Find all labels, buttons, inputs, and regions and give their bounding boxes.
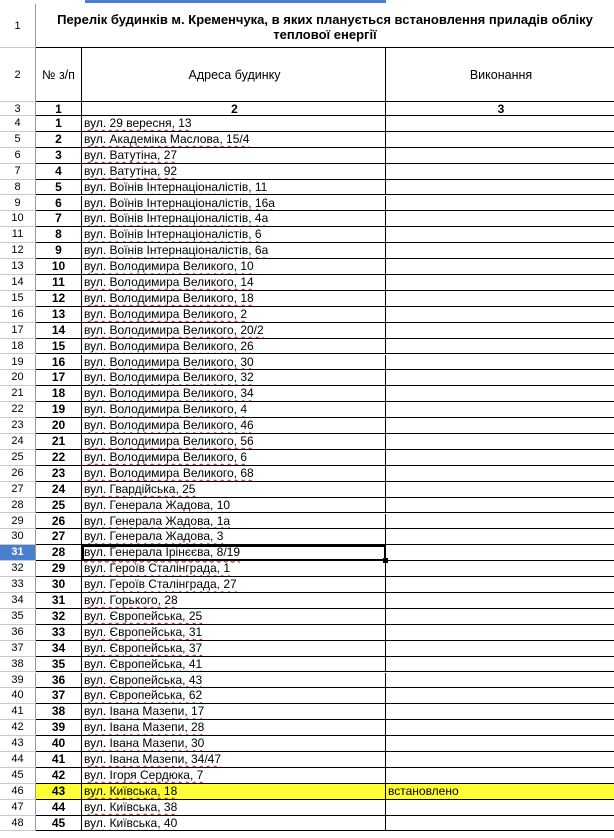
address-text: вул. Воїнів Інтернаціоналістів, 4а bbox=[84, 211, 269, 226]
cell-status[interactable] bbox=[386, 386, 614, 402]
address-text: вул. Івана Мазепи, 34/47 bbox=[84, 752, 222, 766]
row-header[interactable]: 23 bbox=[0, 418, 36, 434]
cell-address[interactable] bbox=[82, 673, 386, 689]
cell-number[interactable]: 14 bbox=[36, 323, 82, 339]
cell-number[interactable]: 23 bbox=[36, 466, 82, 482]
cell-address[interactable] bbox=[82, 736, 386, 752]
cell-address[interactable] bbox=[82, 148, 386, 164]
cell-status[interactable] bbox=[386, 688, 614, 704]
cell-address[interactable] bbox=[82, 275, 386, 291]
table-row bbox=[0, 593, 614, 609]
cell-number[interactable]: 38 bbox=[36, 704, 82, 720]
row-header[interactable]: 25 bbox=[0, 450, 36, 466]
cell-number[interactable]: 28 bbox=[36, 545, 82, 561]
header-number[interactable]: № з/п bbox=[36, 48, 82, 102]
row-header[interactable]: 33 bbox=[0, 577, 36, 593]
address-text: вул. Генерала Жадова, 10 bbox=[84, 497, 231, 512]
table-row bbox=[0, 148, 614, 164]
cell-number[interactable]: 13 bbox=[36, 307, 82, 323]
cell-number[interactable]: 9 bbox=[36, 243, 82, 259]
address-text: вул. Івана Мазепи, 30 bbox=[84, 736, 205, 751]
cell-address[interactable] bbox=[82, 323, 386, 339]
row-header[interactable]: 5 bbox=[0, 132, 36, 148]
cell-number[interactable]: 15 bbox=[36, 339, 82, 355]
cell-status[interactable]: встановлено bbox=[386, 784, 614, 800]
row-header[interactable]: 36 bbox=[0, 625, 36, 641]
cell-number[interactable]: 21 bbox=[36, 434, 82, 450]
address-text: вул. Івана Мазепи, 28 bbox=[84, 720, 205, 735]
table-row bbox=[0, 307, 614, 323]
address-text: вул. Володимира Великого, 20/2 bbox=[84, 322, 264, 337]
address-text: вул. Володимира Великого, 30 bbox=[84, 354, 254, 369]
table-row bbox=[0, 355, 614, 371]
cell-number[interactable]: 3 bbox=[36, 148, 82, 164]
cell-address[interactable] bbox=[82, 482, 386, 498]
header-address[interactable]: Адреса будинку bbox=[82, 48, 386, 102]
row-header[interactable]: 26 bbox=[0, 466, 36, 482]
cell-number[interactable]: 2 bbox=[36, 132, 82, 148]
cell-address[interactable] bbox=[82, 227, 386, 243]
row-header[interactable]: 7 bbox=[0, 164, 36, 180]
cell-address[interactable] bbox=[82, 577, 386, 593]
address-text: вул. 29 вересня, 13 bbox=[84, 116, 192, 130]
cell-address[interactable] bbox=[82, 355, 386, 371]
address-text: вул. Володимира Великого, 4 bbox=[84, 402, 247, 417]
cell-address[interactable] bbox=[82, 784, 386, 800]
row-header[interactable]: 19 bbox=[0, 355, 36, 371]
row-header[interactable]: 37 bbox=[0, 641, 36, 657]
cell-status[interactable] bbox=[386, 339, 614, 355]
cell-number[interactable]: 41 bbox=[36, 752, 82, 768]
table-row bbox=[0, 466, 614, 482]
table-row bbox=[0, 434, 614, 450]
cell-status[interactable] bbox=[386, 673, 614, 689]
cell-status[interactable] bbox=[386, 800, 614, 816]
cell-number[interactable]: 19 bbox=[36, 402, 82, 418]
cell-address[interactable] bbox=[82, 641, 386, 657]
row-header[interactable]: 35 bbox=[0, 609, 36, 625]
cell-address[interactable] bbox=[82, 752, 386, 768]
cell-number[interactable]: 11 bbox=[36, 275, 82, 291]
cell-number[interactable]: 4 bbox=[36, 164, 82, 180]
row-header[interactable]: 12 bbox=[0, 243, 36, 259]
address-text: вул. Володимира Великого, 56 bbox=[84, 434, 254, 448]
address-text: вул. Володимира Великого, 2 bbox=[84, 306, 247, 321]
cell-status[interactable] bbox=[386, 625, 614, 641]
cell-number[interactable]: 32 bbox=[36, 609, 82, 625]
cell-address[interactable] bbox=[82, 545, 386, 561]
address-text: вул. Ігоря Сердюка, 7 bbox=[84, 767, 204, 782]
cell-status[interactable] bbox=[386, 498, 614, 514]
address-text: вул. Воїнів Інтернаціоналістів, 16а bbox=[84, 195, 275, 210]
cell-address[interactable] bbox=[82, 625, 386, 641]
col-number-2[interactable]: 2 bbox=[82, 102, 386, 116]
row-header[interactable]: 4 bbox=[0, 116, 36, 132]
cell-address[interactable] bbox=[82, 816, 386, 832]
column-number-row bbox=[0, 102, 614, 116]
cell-address[interactable] bbox=[82, 211, 386, 227]
col-number-1[interactable]: 1 bbox=[36, 102, 82, 116]
cell-address[interactable] bbox=[82, 180, 386, 196]
row-header[interactable]: 41 bbox=[0, 704, 36, 720]
cell-number[interactable]: 37 bbox=[36, 688, 82, 704]
table-row bbox=[0, 275, 614, 291]
row-header[interactable]: 14 bbox=[0, 275, 36, 291]
address-text: вул. Генерала Ірінєєва, 8/19 bbox=[84, 545, 241, 560]
row-header[interactable]: 42 bbox=[0, 720, 36, 736]
cell-status[interactable] bbox=[386, 116, 614, 132]
cell-number[interactable]: 42 bbox=[36, 768, 82, 784]
row-header[interactable]: 44 bbox=[0, 752, 36, 768]
address-text: вул. Володимира Великого, 34 bbox=[84, 386, 254, 401]
table-row bbox=[0, 180, 614, 196]
table-row bbox=[0, 132, 614, 148]
table-row bbox=[0, 784, 614, 800]
cell-number[interactable]: 33 bbox=[36, 625, 82, 641]
cell-status[interactable] bbox=[386, 370, 614, 386]
table-row bbox=[0, 418, 614, 434]
cell-status[interactable] bbox=[386, 355, 614, 371]
address-text: вул. Володимира Великого, 14 bbox=[84, 275, 254, 289]
row-header[interactable]: 47 bbox=[0, 800, 36, 816]
cell-address[interactable] bbox=[82, 561, 386, 577]
cell-status[interactable] bbox=[386, 243, 614, 259]
cell-address[interactable] bbox=[82, 688, 386, 704]
cell-status[interactable] bbox=[386, 323, 614, 339]
cell-number[interactable]: 5 bbox=[36, 180, 82, 196]
cell-address[interactable] bbox=[82, 196, 386, 212]
cell-status[interactable] bbox=[386, 704, 614, 720]
cell-status[interactable] bbox=[386, 577, 614, 593]
cell-status[interactable] bbox=[386, 736, 614, 752]
row-header[interactable]: 31 bbox=[0, 545, 36, 561]
row-header[interactable]: 18 bbox=[0, 339, 36, 355]
cell-status[interactable] bbox=[386, 148, 614, 164]
table-row bbox=[0, 243, 614, 259]
address-text: вул. Генерала Жадова, 1а bbox=[84, 513, 231, 528]
cell-status[interactable] bbox=[386, 164, 614, 180]
address-text: вул. Європейська, 31 bbox=[84, 624, 203, 639]
row-header[interactable]: 16 bbox=[0, 307, 36, 323]
cell-address[interactable] bbox=[82, 593, 386, 609]
cell-address[interactable] bbox=[82, 386, 386, 402]
cell-status[interactable] bbox=[386, 275, 614, 291]
address-text: вул. Академіка Маслова, 15/4 bbox=[84, 131, 250, 146]
cell-number[interactable]: 22 bbox=[36, 450, 82, 466]
cell-status[interactable] bbox=[386, 529, 614, 545]
cell-status[interactable] bbox=[386, 132, 614, 148]
cell-status[interactable] bbox=[386, 466, 614, 482]
row-header[interactable]: 22 bbox=[0, 402, 36, 418]
row-header[interactable]: 32 bbox=[0, 561, 36, 577]
cell-address[interactable] bbox=[82, 434, 386, 450]
address-text: вул. Європейська, 43 bbox=[84, 672, 203, 687]
cell-number[interactable]: 20 bbox=[36, 418, 82, 434]
cell-status[interactable] bbox=[386, 752, 614, 768]
address-text: вул. Гвардійська, 25 bbox=[84, 481, 196, 496]
address-text: вул. Київська, 18 bbox=[84, 783, 178, 798]
row-header[interactable]: 34 bbox=[0, 593, 36, 609]
table-row bbox=[0, 800, 614, 816]
cell-status[interactable] bbox=[386, 418, 614, 434]
address-text: вул. Героїв Сталінграда, 27 bbox=[84, 577, 237, 592]
cell-status[interactable] bbox=[386, 291, 614, 307]
cell-number[interactable]: 7 bbox=[36, 211, 82, 227]
cell-number[interactable]: 26 bbox=[36, 514, 82, 530]
cell-address[interactable] bbox=[82, 243, 386, 259]
address-text: вул. Європейська, 25 bbox=[84, 608, 203, 623]
cell-address[interactable] bbox=[82, 466, 386, 482]
cell-address[interactable] bbox=[82, 370, 386, 386]
cell-number[interactable]: 25 bbox=[36, 498, 82, 514]
cell-number[interactable]: 36 bbox=[36, 673, 82, 689]
cell-number[interactable]: 39 bbox=[36, 720, 82, 736]
address-text: вул. Володимира Великого, 6 bbox=[84, 449, 247, 464]
row-header-1[interactable]: 1 bbox=[0, 4, 36, 48]
cell-status[interactable] bbox=[386, 434, 614, 450]
cell-address[interactable] bbox=[82, 402, 386, 418]
cell-number[interactable]: 43 bbox=[36, 784, 82, 800]
cell-status[interactable] bbox=[386, 482, 614, 498]
table-row bbox=[0, 625, 614, 641]
row-header[interactable]: 15 bbox=[0, 291, 36, 307]
cell-address[interactable] bbox=[82, 259, 386, 275]
address-text: вул. Ватутіна, 92 bbox=[84, 163, 178, 178]
sheet-title[interactable]: Перелік будинків м. Кременчука, в яких планується встановлення приладів обліку теплової енергії bbox=[36, 4, 614, 48]
table-row bbox=[0, 482, 614, 498]
table-row bbox=[0, 641, 614, 657]
table-row bbox=[0, 673, 614, 689]
address-text: вул. Горького, 28 bbox=[84, 593, 178, 607]
cell-status[interactable] bbox=[386, 593, 614, 609]
address-text: вул. Воїнів Інтернаціоналістів, 11 bbox=[84, 179, 268, 194]
address-text: вул. Воїнів Інтернаціоналістів, 6а bbox=[84, 243, 269, 258]
cell-status[interactable] bbox=[386, 609, 614, 625]
address-text: вул. Воїнів Інтернаціоналістів, 6 bbox=[84, 227, 262, 242]
cell-address[interactable] bbox=[82, 450, 386, 466]
address-text: вул. Івана Мазепи, 17 bbox=[84, 704, 205, 719]
table-row bbox=[0, 370, 614, 386]
cell-status[interactable] bbox=[386, 768, 614, 784]
table-row bbox=[0, 561, 614, 577]
address-text: вул. Київська, 38 bbox=[84, 799, 178, 814]
title-row bbox=[0, 4, 614, 48]
table-row bbox=[0, 450, 614, 466]
row-header[interactable]: 13 bbox=[0, 259, 36, 275]
row-header[interactable]: 21 bbox=[0, 386, 36, 402]
address-text: вул. Ватутіна, 27 bbox=[84, 147, 178, 162]
row-header[interactable]: 24 bbox=[0, 434, 36, 450]
cell-address[interactable] bbox=[82, 132, 386, 148]
table-row bbox=[0, 704, 614, 720]
cell-address[interactable] bbox=[82, 418, 386, 434]
cell-number[interactable]: 24 bbox=[36, 482, 82, 498]
address-text: вул. Володимира Великого, 68 bbox=[84, 465, 254, 480]
table-row bbox=[0, 386, 614, 402]
row-header[interactable]: 29 bbox=[0, 514, 36, 530]
table-row bbox=[0, 609, 614, 625]
address-text: вул. Володимира Великого, 26 bbox=[84, 338, 254, 353]
cell-number[interactable]: 34 bbox=[36, 641, 82, 657]
table-row bbox=[0, 196, 614, 212]
cell-number[interactable]: 16 bbox=[36, 355, 82, 371]
cell-address[interactable] bbox=[82, 498, 386, 514]
cell-address[interactable] bbox=[82, 116, 386, 132]
row-header[interactable]: 46 bbox=[0, 784, 36, 800]
row-header-2[interactable]: 2 bbox=[0, 48, 36, 102]
cell-number[interactable]: 10 bbox=[36, 259, 82, 275]
row-header[interactable]: 27 bbox=[0, 482, 36, 498]
row-header[interactable]: 43 bbox=[0, 736, 36, 752]
cell-address[interactable] bbox=[82, 529, 386, 545]
row-header[interactable]: 30 bbox=[0, 529, 36, 545]
table-row bbox=[0, 688, 614, 704]
address-text: вул. Київська, 40 bbox=[84, 815, 178, 830]
table-row bbox=[0, 323, 614, 339]
cell-address[interactable] bbox=[82, 339, 386, 355]
cell-status[interactable] bbox=[386, 402, 614, 418]
cell-status[interactable] bbox=[386, 196, 614, 212]
address-text: вул. Володимира Великого, 18 bbox=[84, 290, 254, 305]
cell-number[interactable]: 30 bbox=[36, 577, 82, 593]
table-row bbox=[0, 577, 614, 593]
table-row bbox=[0, 736, 614, 752]
cell-status[interactable] bbox=[386, 211, 614, 227]
cell-address[interactable] bbox=[82, 307, 386, 323]
table-row bbox=[0, 116, 614, 132]
cell-number[interactable]: 35 bbox=[36, 657, 82, 673]
table-row bbox=[0, 227, 614, 243]
row-header-3[interactable]: 3 bbox=[0, 102, 36, 116]
row-header[interactable]: 28 bbox=[0, 498, 36, 514]
cell-status[interactable] bbox=[386, 720, 614, 736]
cell-number[interactable]: 8 bbox=[36, 227, 82, 243]
cell-number[interactable]: 27 bbox=[36, 529, 82, 545]
cell-address[interactable] bbox=[82, 720, 386, 736]
cell-status[interactable] bbox=[386, 259, 614, 275]
cell-number[interactable]: 17 bbox=[36, 370, 82, 386]
table-row bbox=[0, 545, 614, 561]
cell-address[interactable] bbox=[82, 514, 386, 530]
row-header[interactable]: 48 bbox=[0, 816, 36, 832]
table-row bbox=[0, 752, 614, 768]
address-text: вул. Європейська, 62 bbox=[84, 688, 203, 703]
address-text: вул. Генерала Жадова, 3 bbox=[84, 529, 224, 544]
address-text: вул. Європейська, 37 bbox=[84, 640, 203, 655]
row-header[interactable]: 8 bbox=[0, 180, 36, 196]
row-header[interactable]: 38 bbox=[0, 657, 36, 673]
cell-number[interactable]: 18 bbox=[36, 386, 82, 402]
cell-number[interactable]: 6 bbox=[36, 196, 82, 212]
selected-column-indicator bbox=[85, 0, 386, 3]
cell-address[interactable] bbox=[82, 704, 386, 720]
cell-status[interactable] bbox=[386, 641, 614, 657]
table-row bbox=[0, 514, 614, 530]
cell-address[interactable] bbox=[82, 609, 386, 625]
row-header[interactable]: 17 bbox=[0, 323, 36, 339]
table-row bbox=[0, 291, 614, 307]
row-header[interactable]: 45 bbox=[0, 768, 36, 784]
table-row bbox=[0, 498, 614, 514]
cell-status[interactable] bbox=[386, 450, 614, 466]
cell-address[interactable] bbox=[82, 800, 386, 816]
table-row bbox=[0, 657, 614, 673]
cell-status[interactable] bbox=[386, 816, 614, 832]
cell-address[interactable] bbox=[82, 164, 386, 180]
table-row bbox=[0, 816, 614, 832]
header-status[interactable]: Виконання bbox=[386, 48, 614, 102]
cell-status[interactable] bbox=[386, 545, 614, 561]
cell-status[interactable] bbox=[386, 657, 614, 673]
table-row bbox=[0, 339, 614, 355]
row-header[interactable]: 40 bbox=[0, 688, 36, 704]
table-row bbox=[0, 768, 614, 784]
row-header[interactable]: 10 bbox=[0, 211, 36, 227]
cell-status[interactable] bbox=[386, 514, 614, 530]
cell-number[interactable]: 29 bbox=[36, 561, 82, 577]
cell-number[interactable]: 12 bbox=[36, 291, 82, 307]
cell-number[interactable]: 45 bbox=[36, 816, 82, 832]
address-text: вул. Володимира Великого, 46 bbox=[84, 418, 254, 433]
row-header[interactable]: 39 bbox=[0, 673, 36, 689]
address-text: вул. Європейська, 41 bbox=[84, 656, 203, 671]
row-header[interactable]: 11 bbox=[0, 227, 36, 243]
table-row bbox=[0, 211, 614, 227]
cell-address[interactable] bbox=[82, 768, 386, 784]
col-number-3[interactable]: 3 bbox=[386, 102, 614, 116]
cell-address[interactable] bbox=[82, 291, 386, 307]
table-row bbox=[0, 164, 614, 180]
table-row bbox=[0, 720, 614, 736]
cell-status[interactable] bbox=[386, 307, 614, 323]
cell-number[interactable]: 31 bbox=[36, 593, 82, 609]
cell-status[interactable] bbox=[386, 180, 614, 196]
table-row bbox=[0, 402, 614, 418]
row-header[interactable]: 9 bbox=[0, 196, 36, 212]
cell-status[interactable] bbox=[386, 227, 614, 243]
address-text: вул. Володимира Великого, 32 bbox=[84, 370, 254, 385]
header-row bbox=[0, 48, 614, 102]
cell-number[interactable]: 1 bbox=[36, 116, 82, 132]
cell-address[interactable] bbox=[82, 657, 386, 673]
table-row bbox=[0, 529, 614, 545]
cell-number[interactable]: 40 bbox=[36, 736, 82, 752]
address-text: вул. Володимира Великого, 10 bbox=[84, 259, 254, 274]
row-header[interactable]: 20 bbox=[0, 370, 36, 386]
row-header[interactable]: 6 bbox=[0, 148, 36, 164]
cell-status[interactable] bbox=[386, 561, 614, 577]
cell-number[interactable]: 44 bbox=[36, 800, 82, 816]
table-row bbox=[0, 259, 614, 275]
address-text: вул. Героїв Сталінграда, 1 bbox=[84, 561, 231, 576]
